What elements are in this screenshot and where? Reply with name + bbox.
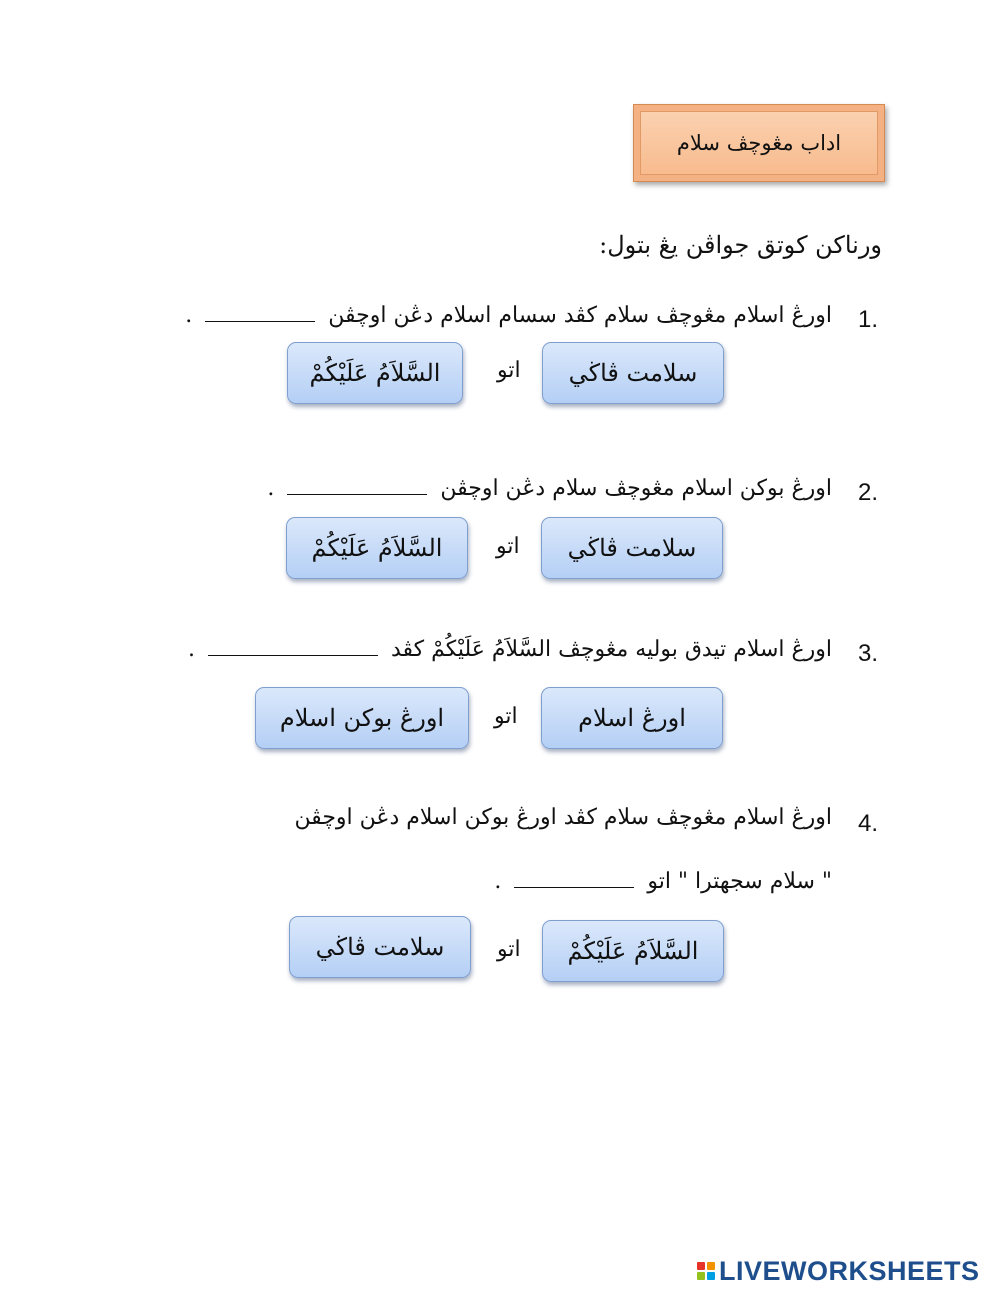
question-3-prompt: اورڠ اسلام تيدق بوليه مڠوچڤ السَّلاَمُ عَلَيْكُمْ کڤد: [390, 637, 832, 662]
question-2-prompt: اورڠ بوکن اسلام مڠوچڤ سلام دڠن اوچڤن: [440, 476, 832, 501]
question-2-number: 2.: [858, 479, 879, 506]
question-4-blank: [514, 887, 634, 888]
question-4-option-1-button[interactable]: السَّلاَمُ عَلَيْكُمْ: [542, 920, 724, 982]
question-1-option-2-button[interactable]: السَّلاَمُ عَلَيْكُمْ: [287, 342, 463, 404]
logo-block-2: [707, 1262, 715, 1270]
question-4-conjunction: اتو: [497, 937, 521, 962]
question-2-option-2-button[interactable]: السَّلاَمُ عَلَيْكُمْ: [286, 517, 468, 579]
question-2-end: .: [267, 476, 275, 501]
page-title-text: اداب مڠوچڤ سلام: [676, 131, 842, 155]
question-4-end: .: [494, 869, 502, 894]
question-3-option-2-button[interactable]: اورڠ بوکن اسلام: [255, 687, 469, 749]
question-4-text: اورڠ اسلام مڠوچڤ سلام کڤد اورڠ بوکن اسلام دڠن اوچڤن: [294, 805, 832, 830]
question-4-number: 4.: [858, 810, 879, 837]
question-1-option-1-button[interactable]: سلامت ڤاڬي: [542, 342, 724, 404]
question-1-blank: [205, 321, 315, 322]
question-1-number: 1.: [858, 306, 879, 333]
question-3-end: .: [187, 637, 195, 662]
question-3-conjunction: اتو: [494, 704, 518, 729]
logo-text: LIVEWORKSHEETS: [719, 1255, 980, 1286]
question-4-line2: [494, 869, 832, 894]
question-2-text: [267, 476, 832, 501]
logo-block-4: [707, 1272, 715, 1280]
question-3-blank: [208, 655, 378, 656]
logo-block-3: [697, 1272, 705, 1280]
logo-block-1: [697, 1262, 705, 1270]
question-1-prompt: اورڠ اسلام مڠوچڤ سلام کڤد سسام اسلام دڠن اوچڤن: [328, 303, 832, 328]
liveworksheets-logo: [697, 1255, 980, 1287]
question-4-option-2-button[interactable]: سلامت ڤاڬي: [289, 916, 471, 978]
question-1-end: .: [185, 303, 193, 328]
question-3-number: 3.: [858, 640, 879, 667]
question-2-conjunction: اتو: [496, 534, 520, 559]
logo-blocks-icon: [697, 1262, 715, 1280]
question-2-blank: [287, 494, 427, 495]
instruction-text: ورناکن کوتق جواڤن يڠ بتول:: [599, 231, 882, 259]
question-1-conjunction: اتو: [497, 358, 521, 383]
question-1-text: [185, 303, 832, 328]
page-title: [633, 104, 885, 182]
question-4-line2-prompt: " سلام سجهترا " اتو: [647, 869, 832, 894]
question-3-text: [188, 637, 832, 662]
question-2-option-1-button[interactable]: سلامت ڤاڬي: [541, 517, 723, 579]
question-3-option-1-button[interactable]: اورڠ اسلام: [541, 687, 723, 749]
